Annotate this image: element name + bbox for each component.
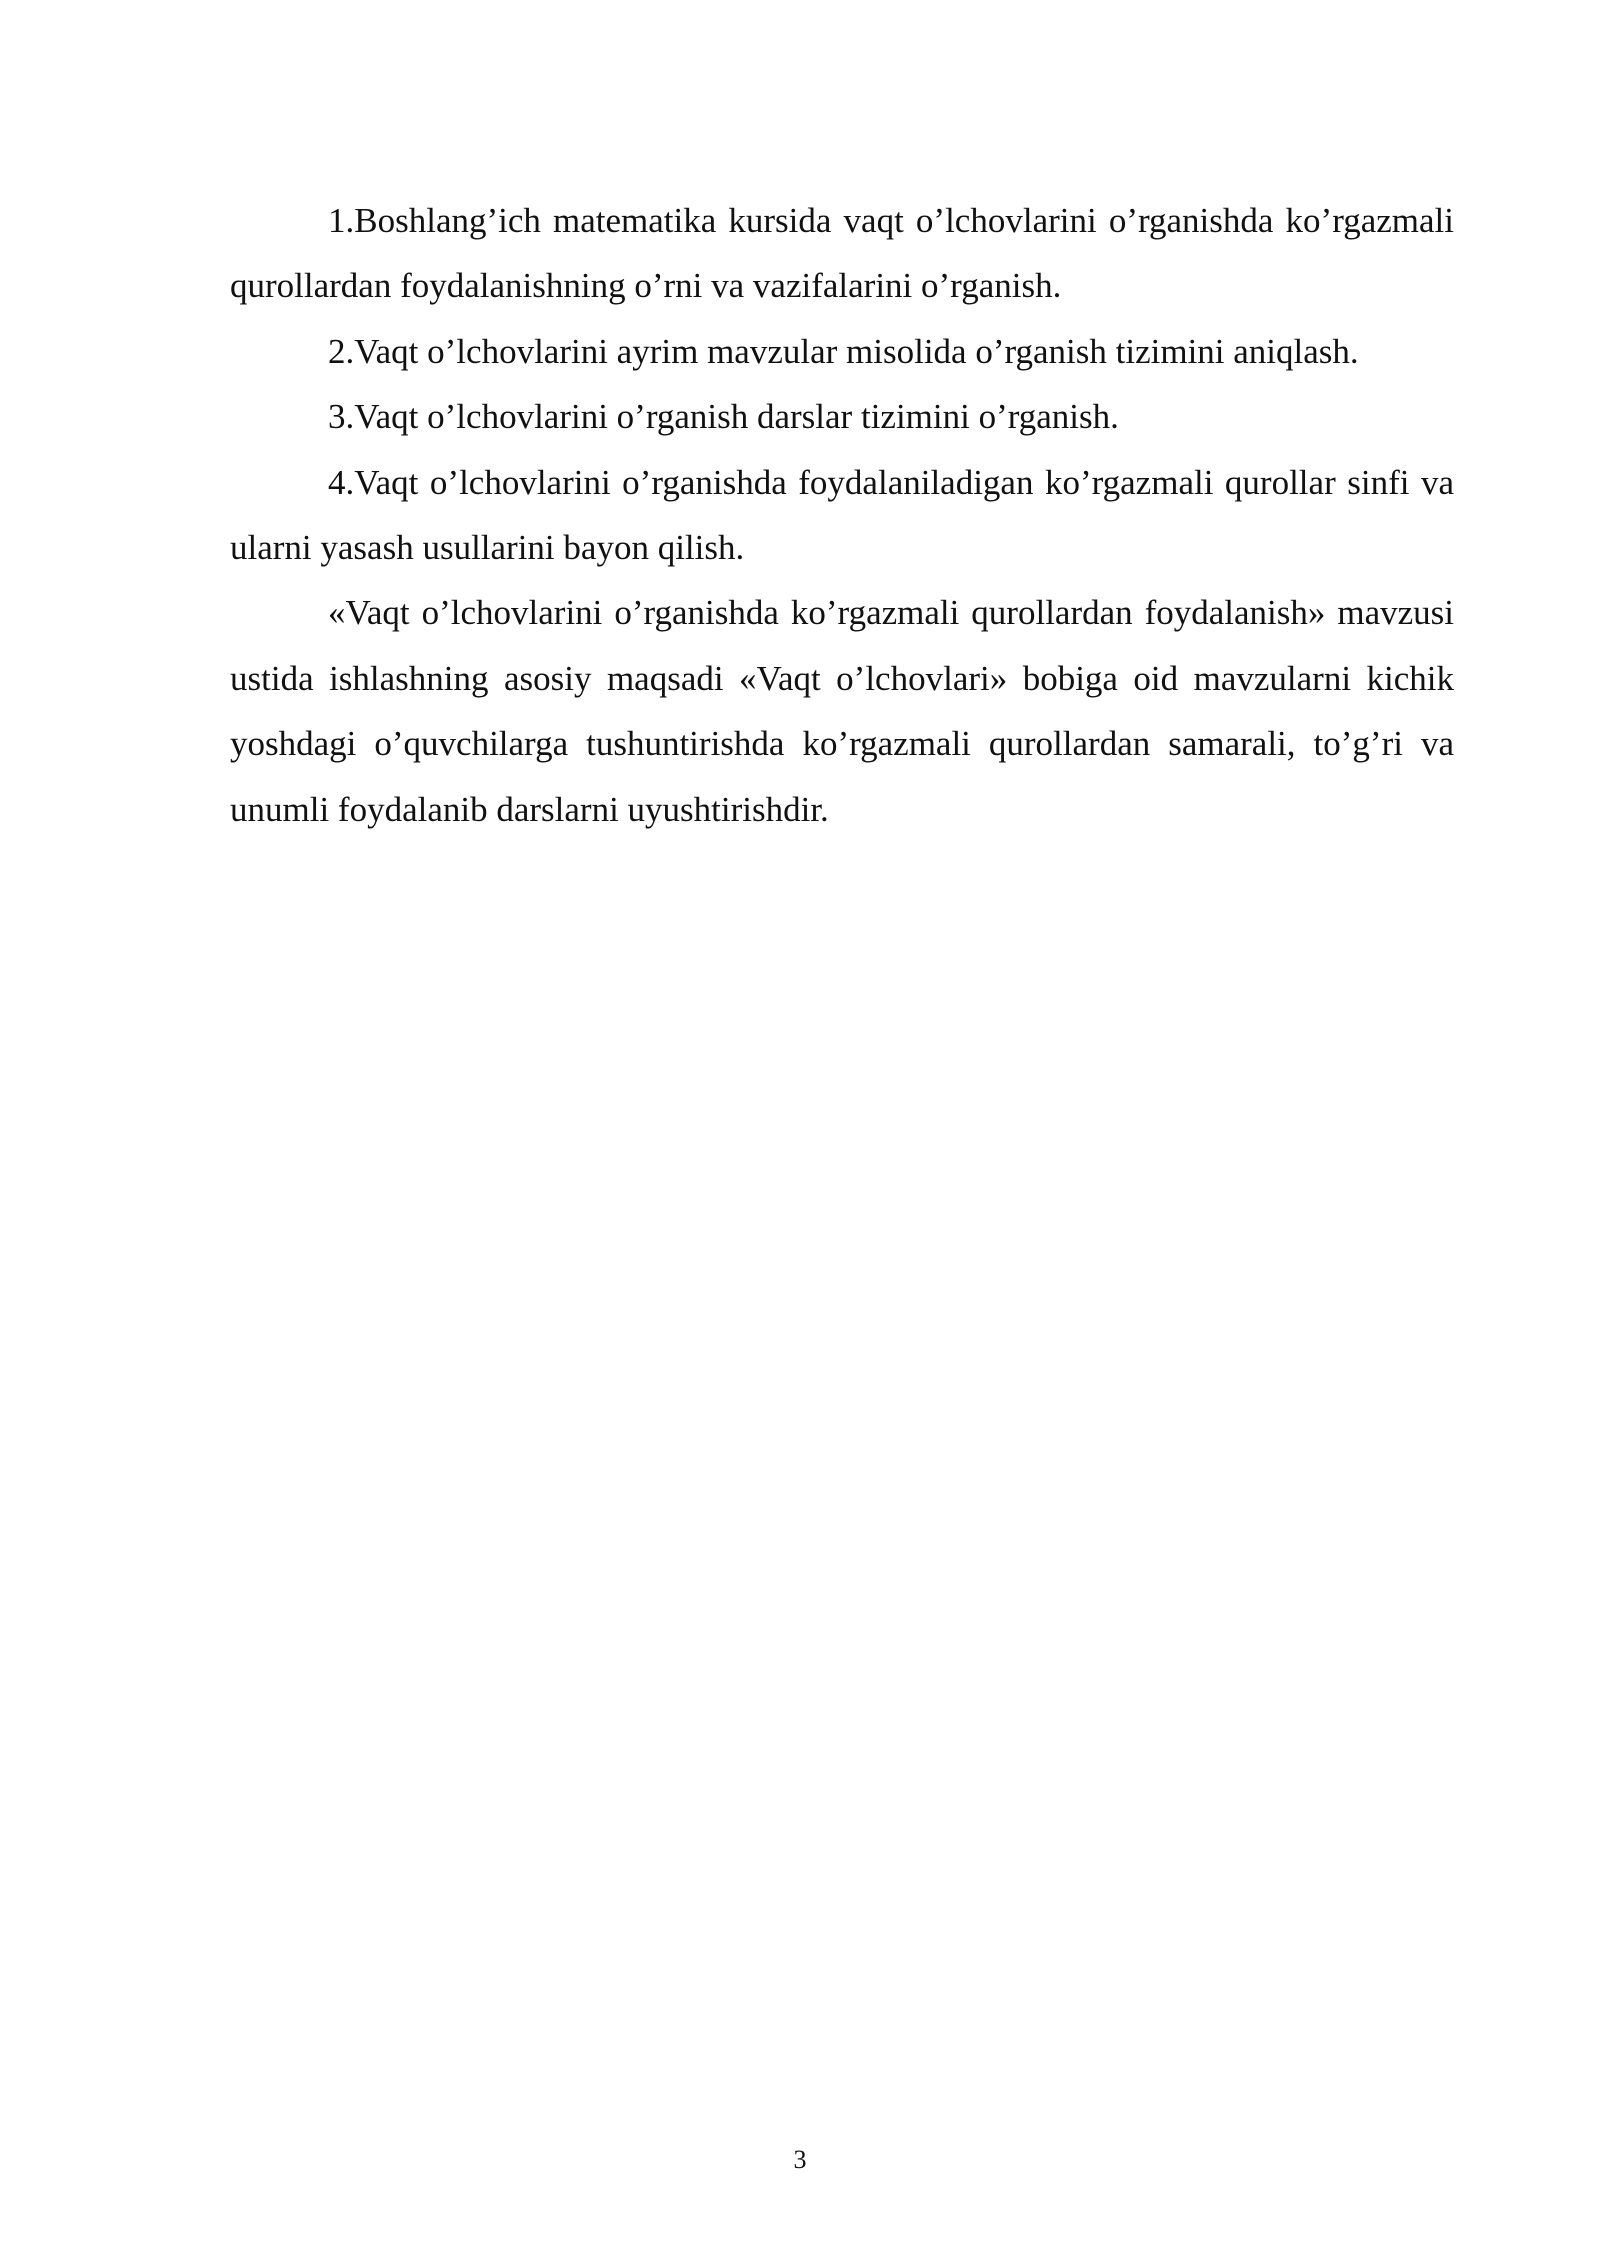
objective-item-3: 3.Vaqt o’lchovlarini o’rganish darslar tizimini o’rganish. (328, 397, 1119, 437)
objective-item-4: 4.Vaqt o’lchovlarini o’rganishda foydalaniladigan ko’rgazmali qurollar sinfi va ularni yasash usullarini bayon qilish. (230, 462, 1454, 568)
body-text (230, 188, 1454, 842)
page-number: 3 (793, 2145, 807, 2174)
objective-item-1: 1.Boshlang’ich matematika kursida vaqt o’lchovlarini o’rganishda ko’rgazmali qurollardan foydalanishning o’rni va vazifalarini o’rganish. (230, 201, 1454, 306)
main-goal-paragraph: «Vaqt o’lchovlarini o’rganishda ko’rgazmali qurollardan foydalanish» mavzusi ustida ishlashning asosiy maqsadi «Vaqt o’lchovlari» bobiga oid mavzularni kichik yoshdagi o’quvchilarga tushuntirishda ko’rgazmali qurollardan samarali, to’g’ri va unumli foydalanib darslarni uyushtirishdir. (230, 593, 1454, 829)
objective-item-2: 2.Vaqt o’lchovlarini ayrim mavzular misolida o’rganish tizimini aniqlash. (328, 331, 1359, 371)
